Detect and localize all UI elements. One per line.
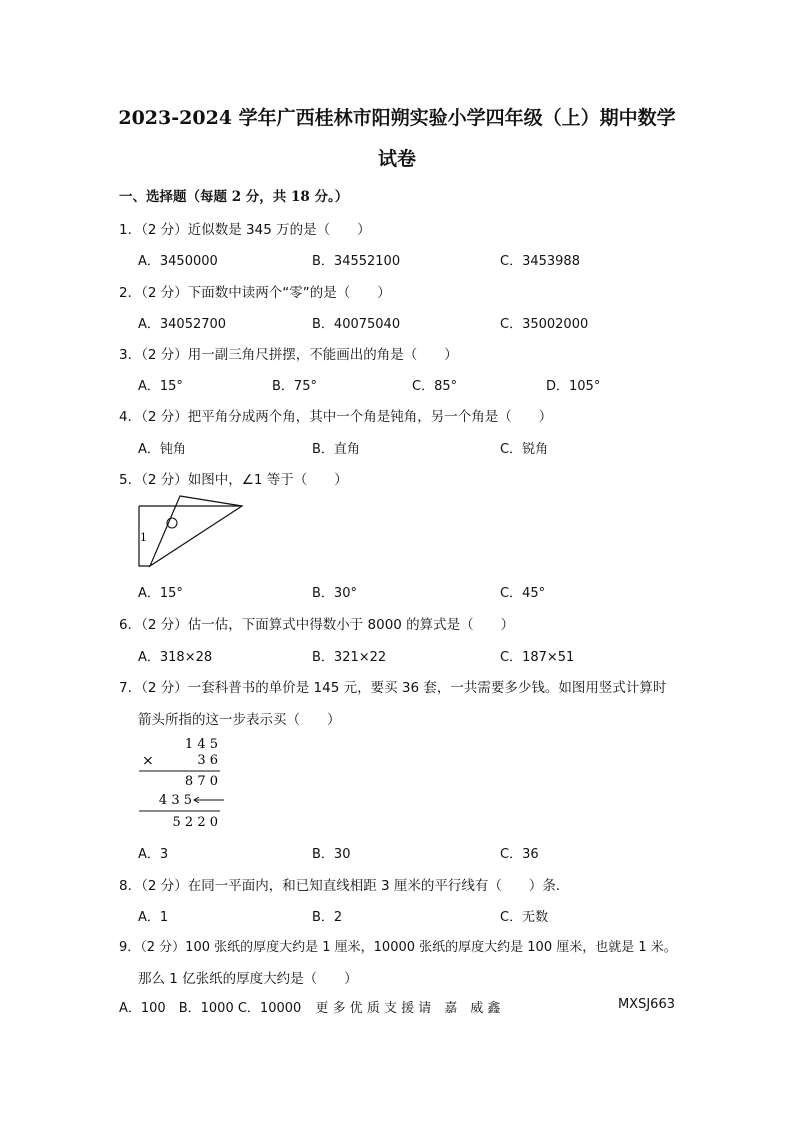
q6-option-b: B．321×22 [312,650,387,665]
calc-row-3: 8 7 0 [184,774,218,789]
q9-options: A．100 B．1000 C．10000 [119,1001,302,1016]
q4-option-c: C．锐角 [500,442,549,457]
q7-option-c: C．36 [500,847,539,862]
calc-multiply-sign: × [142,753,154,769]
q5-option-b: B．30° [312,586,357,601]
q5-option-c: C．45° [500,586,546,601]
q4-option-a: A．钝角 [138,442,186,457]
page-title-cont: 试卷 [377,148,416,170]
question-3: 3．（2 分）用一副三角尺拼摆，不能画出的角是（ ） [119,347,458,363]
q5-option-a: A．15° [138,586,183,601]
q7-option-b: B．30 [312,847,351,862]
question-6: 6．（2 分）估一估，下面算式中得数小于 8000 的算式是（ ） [119,617,515,633]
triangle-figure [136,494,248,570]
question-8: 8．（2 分）在同一平面内，和已知直线相距 3 厘米的平行线有（ ）条． [119,878,570,894]
q1-option-a: A．3450000 [138,254,218,269]
page-title: 2023-2024 学年广西桂林市阳朔实验小学四年级（上）期中数学 [118,107,676,129]
q8-option-c: C．无数 [500,910,549,925]
question-7: 7．（2 分）一套科普书的单价是 145 元，要买 36 套，一共需要多少钱。如图用竖式计算时 [119,680,667,696]
q1-option-b: B．34552100 [312,254,401,269]
last-line [119,997,675,1016]
question-7-cont: 箭头所指的这一步表示买（ ） [138,712,341,728]
q3-option-d: D．105° [546,379,601,394]
vertical-calculation [136,733,232,833]
q6-option-a: A．318×28 [138,650,213,665]
q8-option-b: B．2 [312,910,343,925]
doc-code: MXSJ663 [617,997,675,1012]
q1-option-c: C．3453988 [500,254,580,269]
q6-option-c: C．187×51 [500,650,575,665]
angle-label: 1 [140,531,147,544]
question-9: 9．（2 分）100 张纸的厚度大约是 1 厘米，10000 张纸的厚度大约是 100 厘米，也就是 1 米。 [119,940,677,955]
question-5: 5．（2 分）如图中，∠1 等于（ ） [119,472,348,488]
question-2: 2．（2 分）下面数中读两个“零”的是（ ） [119,285,391,301]
question-9-cont: 那么 1 亿张纸的厚度大约是（ ） [138,971,358,987]
q3-option-c: C．85° [412,379,458,394]
calc-row-4: 4 3 5 [158,793,192,808]
q7-option-a: A．3 [138,847,169,862]
q3-option-a: A．15° [138,379,183,394]
q8-option-a: A．1 [138,910,169,925]
q3-option-b: B．75° [272,379,317,394]
q4-option-b: B．直角 [312,442,360,457]
calc-row-2: 3 6 [197,753,218,768]
calc-row-5: 5 2 2 0 [172,815,218,830]
section-heading: 一、选择题（每题 2 分，共 18 分。） [119,189,349,205]
q2-option-b: B．40075040 [312,317,401,332]
q2-option-c: C．35002000 [500,317,589,332]
question-1: 1．（2 分）近似数是 345 万的是（ ） [119,222,371,238]
question-4: 4．（2 分）把平角分成两个角，其中一个角是钝角，另一个角是（ ） [119,409,553,425]
calc-row-1: 1 4 5 [184,737,218,752]
q2-option-a: A．34052700 [138,317,227,332]
promo-text: 更 多 优 质 支 援 请 嘉 威 鑫 [315,1001,501,1016]
